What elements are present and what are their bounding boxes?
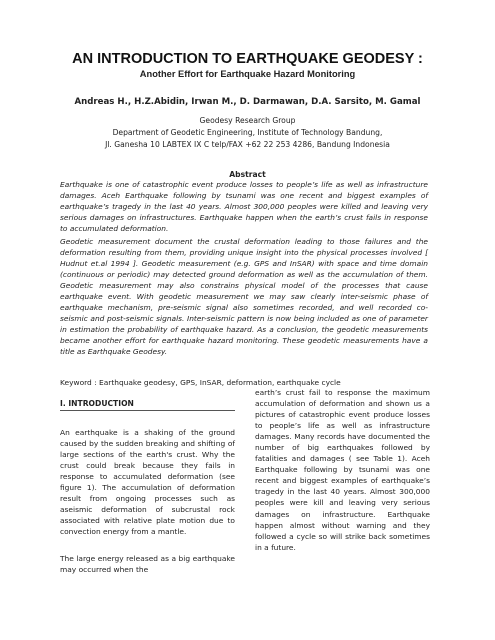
column-right: [255, 387, 430, 553]
intro-paragraph-2: The large energy released as a big earthquake may occurred when the: [60, 553, 235, 574]
abstract-heading: Abstract: [229, 170, 266, 179]
paper-subtitle: Another Effort for Earthquake Hazard Monitoring: [139, 69, 356, 79]
intro-paragraph-1: An earthquake is a shaking of the ground caused by the sudden breaking and shifting of large sections of the earth's crust. Why the crust could break because they fails in response to accumulated deformation (see figure 1). The accumulation of deformation result from ongoing processes such as aseismic deformation of subcrustal rock associated with relative plate motion due to convection energy from a mantle.: [60, 428, 235, 537]
department: Department of Geodetic Engineering, Institute of Technology Bandung,: [112, 128, 383, 137]
intro-paragraph-3: earth’s crust fail to response the maximum accumulation of deformation and shown us a pictures of catastrophic event produce losses to people’s life as well as infrastructure damages. Many records have documented the number of big earthquakes followed by fatalities and damages ( see Table 1). Aceh Earthquake following by tsunami was one recent and biggest examples of earthquake’s tragedy in the last 40 years. Almost 300,000 peoples were kill and leaving very serious damages on infrastructure. Earthquake happen almost without warning and they followed a cycle so will strike back sometimes in a future.: [255, 388, 430, 552]
column-left: [60, 398, 235, 575]
research-group: Geodesy Research Group: [199, 116, 296, 125]
section-heading-introduction: I. INTRODUCTION: [60, 398, 235, 411]
paper-title: AN INTRODUCTION TO EARTHQUAKE GEODESY :: [72, 51, 423, 67]
address: Jl. Ganesha 10 LABTEX IX C telp/FAX +62 22 253 4286, Bandung Indonesia: [105, 140, 390, 149]
keywords: Keyword : Earthquake geodesy, GPS, InSAR, deformation, earthquake cycle: [60, 378, 341, 387]
abstract-paragraph-1: Earthquake is one of catastrophic event produce losses to people’s life as well as infrastructure damages. Aceh Earthquake following by tsunami was one recent and biggest examples of earthquake’s tragedy in the last 40 years. Almost 300,000 peoples were killed and leaving very serious damages on infrastructures. Earthquake happen when the earth’s crust fails in response to accumulated deformation.: [60, 180, 428, 234]
author-list: Andreas H., H.Z.Abidin, Irwan M., D. Darmawan, D.A. Sarsito, M. Gamal: [74, 97, 421, 107]
abstract-paragraph-2: Geodetic measurement document the crustal deformation leading to those failures and the deformation resulting from them, providing unique insight into the physical processes involved [ Hudnut et.al 1994 ]. Geodetic measurement (e.g. GPS and InSAR) with space and time domain (continuous or periodic) may detected ground deformation as well as the accumulation of them. Geodetic measurement may also constrains physical model of the processes that cause earthquake event. With geodetic measurement we may saw clearly inter-seismic phase of earthquake mechanism, pre-seismic signal also sometimes recorded, and well recorded co-seismic and post-seismic signals. Inter-seismic pattern is now being included as one of parameter in estimation the probability of earthquake hazard. As a conclusion, the geodetic measurements became another effort for earthquake hazard monitoring. These geodetic measurements have a title as Earthquake Geodesy.: [60, 237, 428, 357]
